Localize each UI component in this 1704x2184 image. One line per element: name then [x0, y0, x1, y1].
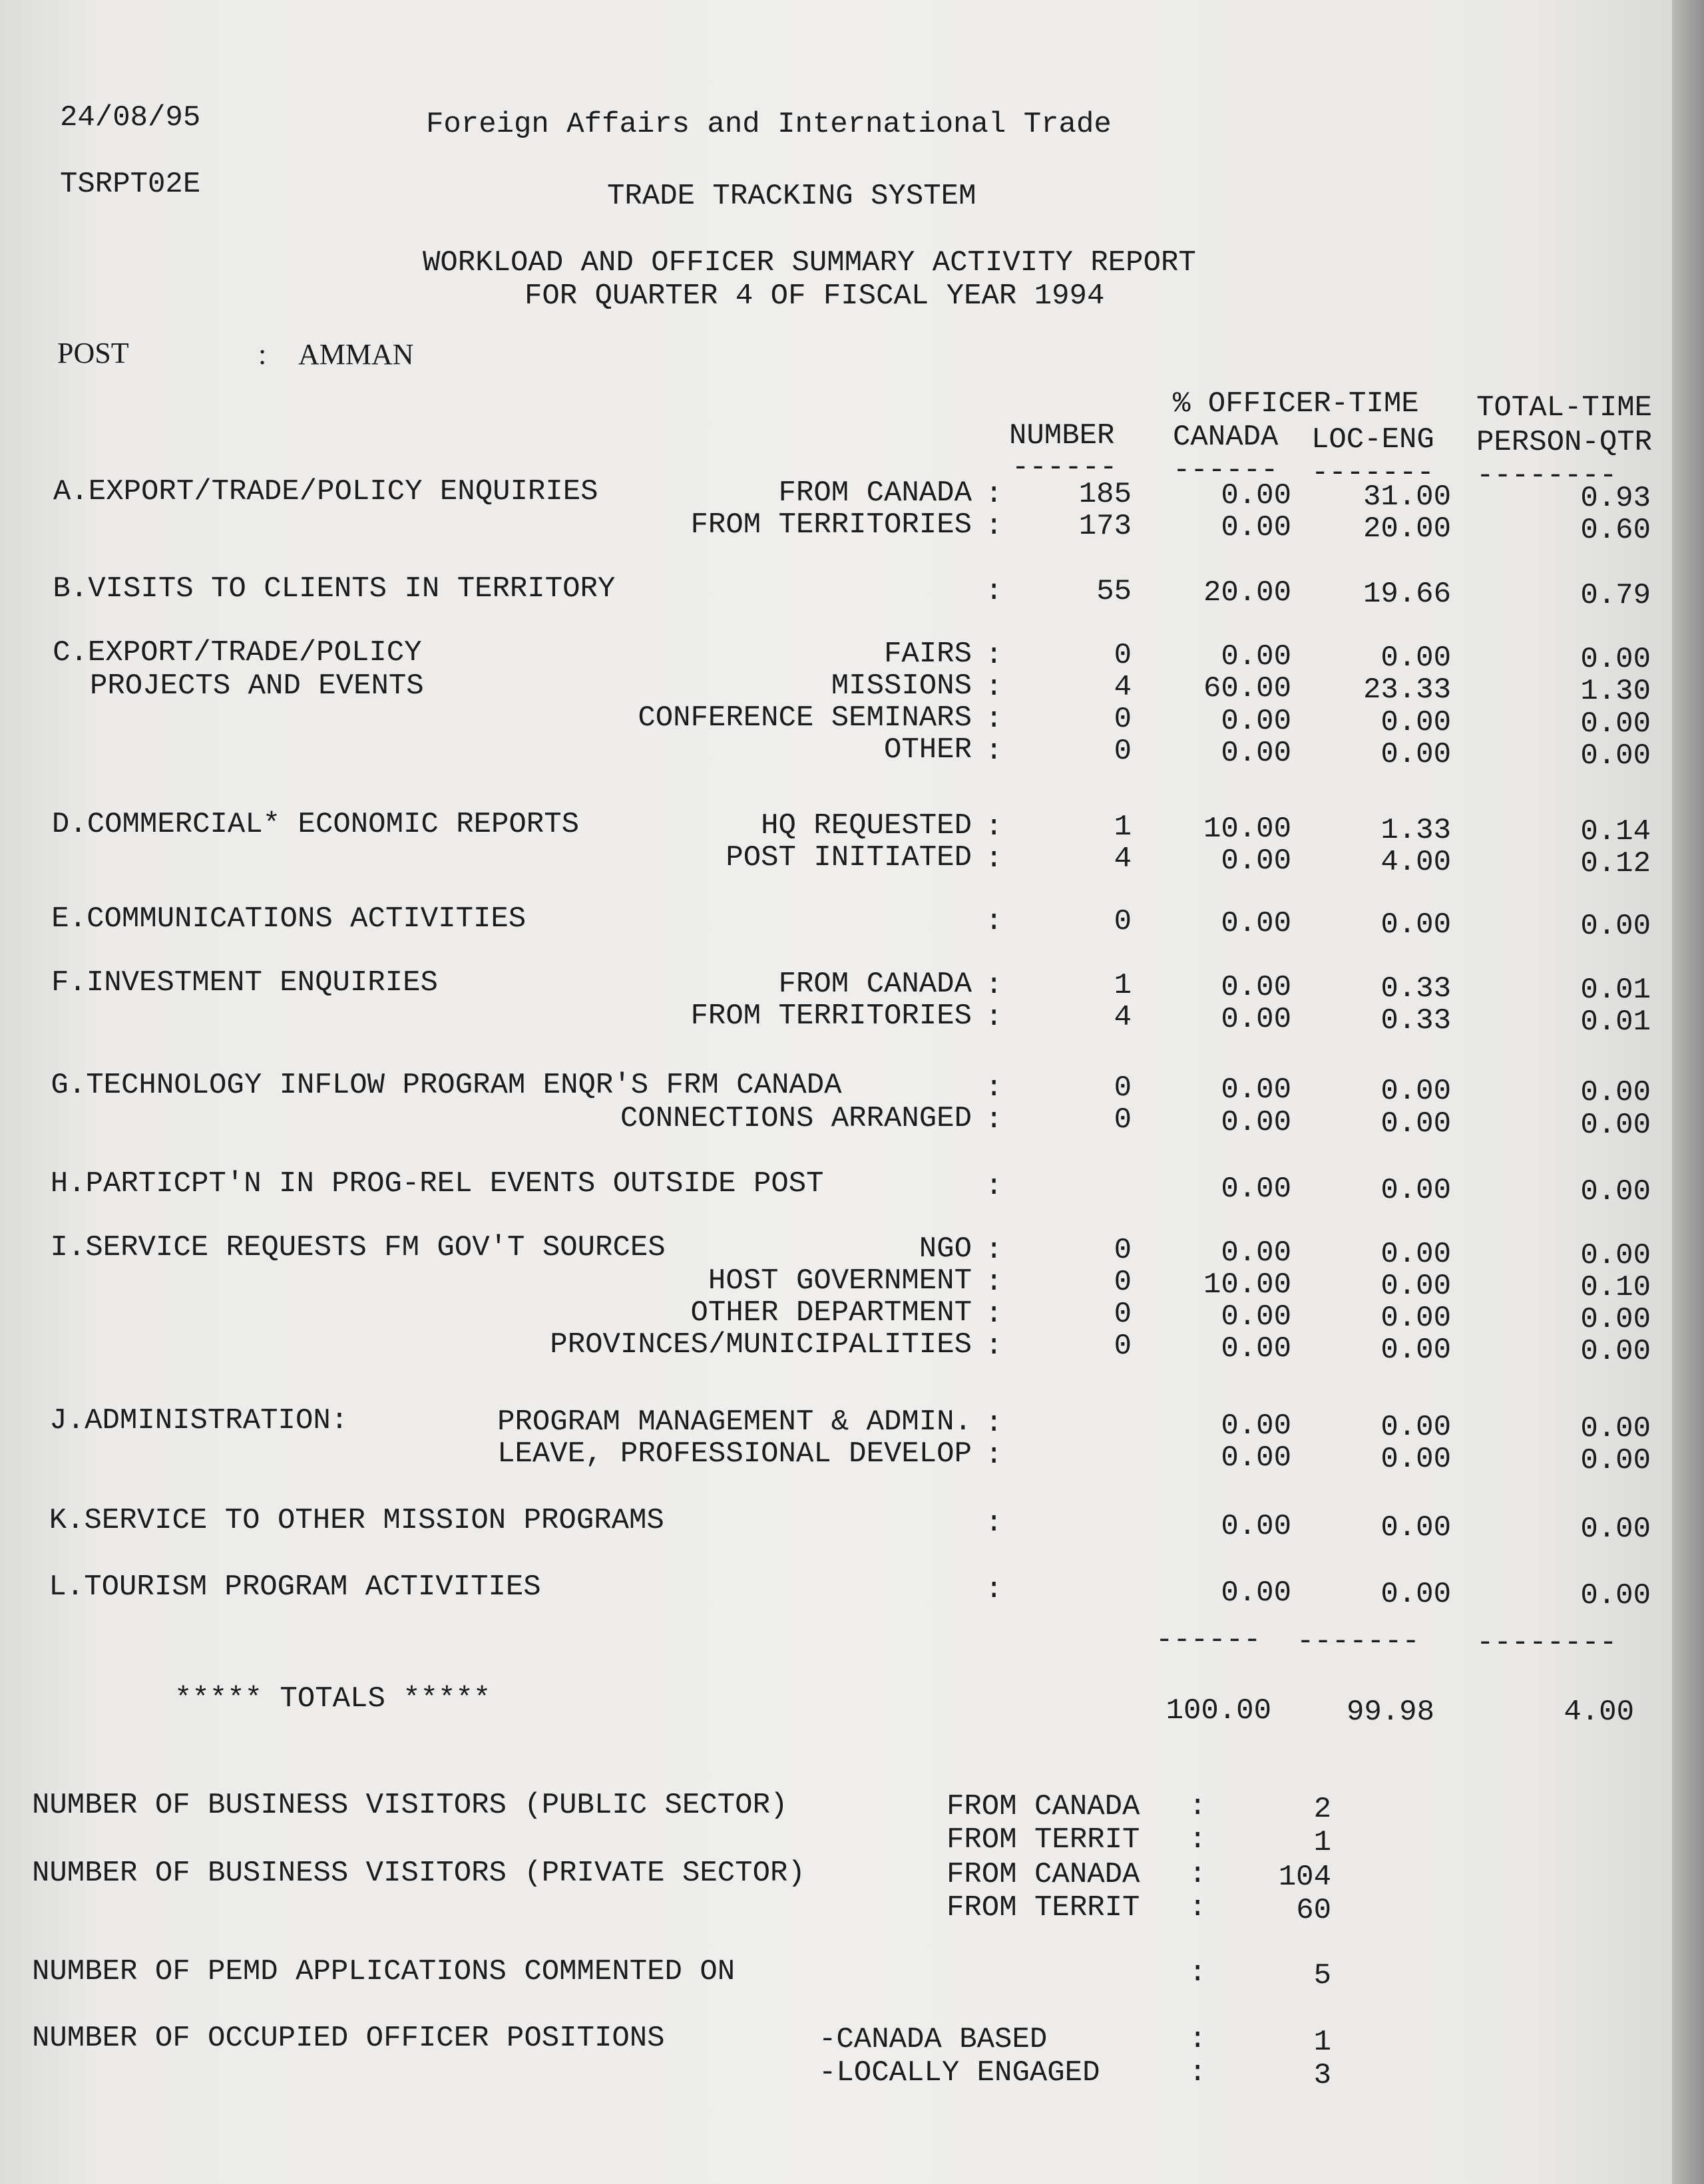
- row-colon: :: [985, 510, 1003, 543]
- report-id: TSRPT02E: [60, 168, 201, 201]
- row-colon: :: [985, 1407, 1003, 1440]
- row-person-qtr: 0.00: [1580, 1335, 1651, 1369]
- row-canada-pct: 20.00: [1203, 576, 1291, 610]
- row-canada-pct: 10.00: [1203, 812, 1291, 846]
- row-loc-eng-pct: 0.00: [1381, 1334, 1451, 1367]
- footer-value: 3: [1313, 2059, 1331, 2092]
- footer-label: NUMBER OF BUSINESS VISITORS (PUBLIC SECTOR): [32, 1789, 788, 1822]
- totals-person-qtr: 4.00: [1564, 1696, 1634, 1729]
- footer-value: 1: [1313, 1826, 1331, 1859]
- footer-colon: :: [1189, 1823, 1207, 1857]
- row-category: K.SERVICE TO OTHER MISSION PROGRAMS: [49, 1504, 664, 1537]
- row-person-qtr: 0.00: [1580, 739, 1651, 773]
- row-person-qtr: 0.00: [1580, 1238, 1651, 1272]
- row-subcategory: PROVINCES/MUNICIPALITIES: [550, 1328, 972, 1362]
- row-number: 0: [1114, 905, 1132, 938]
- row-canada-pct: 0.00: [1221, 1073, 1291, 1107]
- row-canada-pct: 0.00: [1221, 907, 1291, 941]
- row-loc-eng-pct: 0.00: [1381, 1107, 1451, 1141]
- row-number: 4: [1114, 1001, 1132, 1034]
- footer-colon: :: [1189, 2056, 1207, 2090]
- row-loc-eng-pct: 0.33: [1381, 1004, 1451, 1038]
- row-canada-pct: 0.00: [1221, 1332, 1291, 1366]
- row-canada-pct: 0.00: [1221, 1003, 1291, 1037]
- footer-sublabel: -CANADA BASED: [819, 2023, 1048, 2056]
- totals-label: ***** TOTALS *****: [174, 1682, 491, 1716]
- row-colon: :: [985, 1573, 1003, 1606]
- row-subcategory: MISSIONS: [831, 669, 972, 703]
- row-colon: :: [985, 905, 1003, 938]
- row-person-qtr: 0.00: [1580, 1512, 1651, 1546]
- row-person-qtr: 0.01: [1580, 974, 1651, 1007]
- row-subcategory: HQ REQUESTED: [761, 809, 972, 842]
- row-loc-eng-pct: 0.00: [1381, 1173, 1451, 1207]
- footer-colon: :: [1189, 1891, 1207, 1924]
- row-number: 0: [1114, 1266, 1132, 1299]
- row-category: B.VISITS TO CLIENTS IN TERRITORY: [53, 572, 616, 606]
- row-canada-pct: 0.00: [1221, 1300, 1291, 1334]
- number-underline: ------: [1012, 451, 1118, 484]
- row-colon: :: [985, 703, 1003, 736]
- row-subcategory: FAIRS: [883, 637, 972, 671]
- row-person-qtr: 0.79: [1580, 579, 1651, 613]
- row-person-qtr: 0.10: [1580, 1270, 1651, 1304]
- row-loc-eng-pct: 4.00: [1381, 845, 1451, 879]
- row-canada-pct: 0.00: [1221, 1409, 1291, 1443]
- row-number: 1: [1114, 811, 1132, 844]
- row-subcategory: CONNECTIONS ARRANGED: [620, 1102, 972, 1135]
- row-number: 173: [1078, 510, 1132, 543]
- footer-sublabel: -LOCALLY ENGAGED: [819, 2056, 1100, 2090]
- row-colon: :: [985, 478, 1003, 511]
- row-canada-pct: 0.00: [1221, 640, 1291, 674]
- row-person-qtr: 0.01: [1580, 1005, 1651, 1039]
- row-category: E.COMMUNICATIONS ACTIVITIES: [51, 902, 527, 936]
- footer-colon: :: [1189, 1858, 1207, 1891]
- footer-value: 2: [1313, 1793, 1331, 1826]
- row-colon: :: [985, 639, 1003, 672]
- row-number: 0: [1114, 1298, 1132, 1331]
- row-canada-pct: 60.00: [1203, 672, 1291, 706]
- row-subcategory: POST INITIATED: [726, 841, 972, 874]
- footer-sublabel: FROM TERRIT: [947, 1891, 1140, 1924]
- row-number: 0: [1114, 1103, 1132, 1137]
- row-person-qtr: 0.00: [1580, 1412, 1651, 1446]
- row-subcategory: CONFERENCE SEMINARS: [638, 701, 972, 735]
- post-label: POST: [57, 337, 129, 369]
- row-category: C.EXPORT/TRADE/POLICY: [53, 636, 422, 669]
- officer-time-header: % OFFICER-TIME: [1173, 387, 1419, 421]
- row-person-qtr: 0.00: [1580, 1076, 1651, 1110]
- department-name: Foreign Affairs and International Trade: [426, 108, 1112, 141]
- row-subcategory: HOST GOVERNMENT: [708, 1264, 972, 1298]
- row-canada-pct: 0.00: [1221, 704, 1291, 738]
- row-colon: :: [985, 1507, 1003, 1540]
- row-number: 0: [1114, 1234, 1132, 1267]
- row-number: 0: [1114, 639, 1132, 672]
- row-loc-eng-pct: 0.00: [1381, 1237, 1451, 1271]
- row-canada-pct: 0.00: [1221, 479, 1291, 512]
- row-person-qtr: 0.93: [1580, 482, 1651, 515]
- row-colon: :: [985, 969, 1003, 1002]
- canada-underline: ------: [1173, 454, 1279, 487]
- row-colon: :: [985, 1234, 1003, 1267]
- row-person-qtr: 0.00: [1580, 707, 1651, 741]
- row-canada-pct: 0.00: [1221, 1105, 1291, 1139]
- row-subcategory: PROGRAM MANAGEMENT & ADMIN.: [497, 1405, 972, 1439]
- system-name: TRADE TRACKING SYSTEM: [607, 180, 976, 213]
- row-colon: :: [985, 1170, 1003, 1203]
- report-date: 24/08/95: [60, 101, 201, 134]
- row-canada-pct: 0.00: [1221, 1576, 1291, 1610]
- row-subcategory: NGO: [919, 1232, 972, 1266]
- row-category: I.SERVICE REQUESTS FM GOV'T SOURCES: [50, 1231, 666, 1264]
- totals-canada: 100.00: [1166, 1694, 1271, 1728]
- row-loc-eng-pct: 0.00: [1381, 908, 1451, 942]
- row-person-qtr: 0.60: [1580, 514, 1651, 548]
- row-colon: :: [985, 671, 1003, 704]
- row-colon: :: [985, 575, 1003, 608]
- row-colon: :: [985, 1330, 1003, 1363]
- row-category: G.TECHNOLOGY INFLOW PROGRAM ENQR'S FRM CANADA: [51, 1069, 842, 1102]
- row-loc-eng-pct: 0.00: [1381, 1411, 1451, 1445]
- row-person-qtr: 0.00: [1580, 1303, 1651, 1337]
- loc-eng-total-rule: -------: [1297, 1625, 1420, 1658]
- row-loc-eng-pct: 0.00: [1381, 641, 1451, 675]
- row-colon: :: [985, 735, 1003, 768]
- row-person-qtr: 0.12: [1580, 846, 1651, 880]
- row-loc-eng-pct: 0.00: [1381, 1075, 1451, 1109]
- row-subcategory: FROM TERRITORIES: [690, 508, 972, 542]
- row-colon: :: [985, 811, 1003, 844]
- person-qtr-underline: --------: [1476, 459, 1617, 492]
- footer-value: 60: [1296, 1894, 1331, 1927]
- row-loc-eng-pct: 31.00: [1363, 480, 1451, 514]
- row-number: 4: [1114, 842, 1132, 876]
- row-category: L.TOURISM PROGRAM ACTIVITIES: [49, 1570, 541, 1604]
- footer-colon: :: [1189, 2023, 1207, 2056]
- footer-sublabel: FROM CANADA: [947, 1858, 1140, 1891]
- row-colon: :: [985, 1298, 1003, 1331]
- row-person-qtr: 0.00: [1580, 1444, 1651, 1478]
- person-qtr-header: PERSON-QTR: [1476, 426, 1653, 459]
- row-colon: :: [985, 1001, 1003, 1034]
- loc-eng-underline: -------: [1311, 456, 1434, 490]
- row-person-qtr: 0.00: [1580, 1175, 1651, 1208]
- row-canada-pct: 0.00: [1221, 1236, 1291, 1270]
- row-person-qtr: 0.00: [1580, 910, 1651, 944]
- row-person-qtr: 0.00: [1580, 643, 1651, 677]
- row-number: 55: [1096, 575, 1132, 608]
- row-number: 0: [1114, 703, 1132, 736]
- row-number: 0: [1114, 735, 1132, 768]
- row-subcategory: FROM TERRITORIES: [690, 1000, 972, 1033]
- footer-label: NUMBER OF OCCUPIED OFFICER POSITIONS: [32, 2022, 665, 2055]
- totals-loc-eng: 99.98: [1346, 1696, 1434, 1729]
- row-canada-pct: 0.00: [1221, 1172, 1291, 1206]
- row-loc-eng-pct: 0.00: [1381, 1511, 1451, 1545]
- loc-eng-header: LOC-ENG: [1311, 423, 1434, 456]
- number-header: NUMBER: [1009, 419, 1115, 453]
- row-canada-pct: 0.00: [1221, 1441, 1291, 1475]
- row-loc-eng-pct: 19.66: [1363, 578, 1451, 612]
- row-loc-eng-pct: 0.00: [1381, 1269, 1451, 1303]
- row-number: 0: [1114, 1071, 1132, 1105]
- row-canada-pct: 0.00: [1221, 1509, 1291, 1543]
- row-colon: :: [985, 1071, 1003, 1105]
- row-colon: :: [985, 842, 1003, 876]
- row-person-qtr: 0.14: [1580, 815, 1651, 848]
- row-category-cont: PROJECTS AND EVENTS: [90, 669, 424, 703]
- row-canada-pct: 0.00: [1221, 844, 1291, 878]
- row-number: 4: [1114, 671, 1132, 704]
- row-loc-eng-pct: 20.00: [1363, 512, 1451, 546]
- row-subcategory: FROM CANADA: [778, 476, 972, 510]
- row-colon: :: [985, 1103, 1003, 1137]
- row-colon: :: [985, 1266, 1003, 1299]
- post-separator: :: [258, 338, 267, 371]
- row-number: 0: [1114, 1330, 1132, 1363]
- footer-value: 5: [1313, 1959, 1331, 1992]
- row-category: H.PARTICPT'N IN PROG-REL EVENTS OUTSIDE POST: [50, 1167, 824, 1200]
- footer-value: 1: [1313, 2026, 1331, 2059]
- row-subcategory: FROM CANADA: [778, 968, 972, 1001]
- footer-label: NUMBER OF BUSINESS VISITORS (PRIVATE SECTOR): [32, 1857, 805, 1890]
- footer-colon: :: [1189, 1790, 1207, 1823]
- row-canada-pct: 0.00: [1221, 736, 1291, 770]
- row-number: 1: [1114, 969, 1132, 1002]
- report-title: WORKLOAD AND OFFICER SUMMARY ACTIVITY REPORT: [423, 246, 1196, 279]
- row-category: F.INVESTMENT ENQUIRIES: [51, 966, 438, 1000]
- row-subcategory: LEAVE, PROFESSIONAL DEVELOP: [497, 1437, 972, 1471]
- row-loc-eng-pct: 0.33: [1381, 972, 1451, 1006]
- row-loc-eng-pct: 0.00: [1381, 705, 1451, 739]
- footer-sublabel: FROM TERRIT: [947, 1823, 1140, 1857]
- row-person-qtr: 1.30: [1580, 675, 1651, 709]
- footer-sublabel: FROM CANADA: [947, 1790, 1140, 1823]
- row-number: 185: [1078, 478, 1132, 511]
- canada-total-rule: ------: [1156, 1624, 1261, 1657]
- canada-header: CANADA: [1173, 421, 1279, 454]
- row-subcategory: OTHER: [883, 733, 972, 767]
- report-subtitle: FOR QUARTER 4 OF FISCAL YEAR 1994: [525, 279, 1105, 313]
- row-person-qtr: 0.00: [1580, 1578, 1651, 1612]
- row-loc-eng-pct: 0.00: [1381, 737, 1451, 771]
- row-person-qtr: 0.00: [1580, 1108, 1651, 1142]
- row-category: D.COMMERCIAL* ECONOMIC REPORTS: [51, 808, 580, 841]
- row-colon: :: [985, 1439, 1003, 1472]
- row-loc-eng-pct: 0.00: [1381, 1577, 1451, 1611]
- row-loc-eng-pct: 1.33: [1381, 813, 1451, 847]
- footer-label: NUMBER OF PEMD APPLICATIONS COMMENTED ON: [32, 1955, 736, 1988]
- row-category: J.ADMINISTRATION:: [49, 1404, 349, 1437]
- row-subcategory: OTHER DEPARTMENT: [690, 1296, 972, 1330]
- post-value: AMMAN: [298, 338, 414, 371]
- row-canada-pct: 0.00: [1221, 511, 1291, 545]
- row-canada-pct: 10.00: [1203, 1268, 1291, 1302]
- row-category: A.EXPORT/TRADE/POLICY ENQUIRIES: [53, 475, 598, 508]
- footer-colon: :: [1189, 1956, 1207, 1990]
- row-loc-eng-pct: 0.00: [1381, 1302, 1451, 1336]
- person-qtr-total-rule: --------: [1476, 1626, 1617, 1660]
- row-canada-pct: 0.00: [1221, 971, 1291, 1005]
- total-time-header: TOTAL-TIME: [1476, 391, 1653, 425]
- row-loc-eng-pct: 23.33: [1363, 673, 1451, 707]
- row-loc-eng-pct: 0.00: [1381, 1443, 1451, 1477]
- footer-value: 104: [1278, 1861, 1331, 1894]
